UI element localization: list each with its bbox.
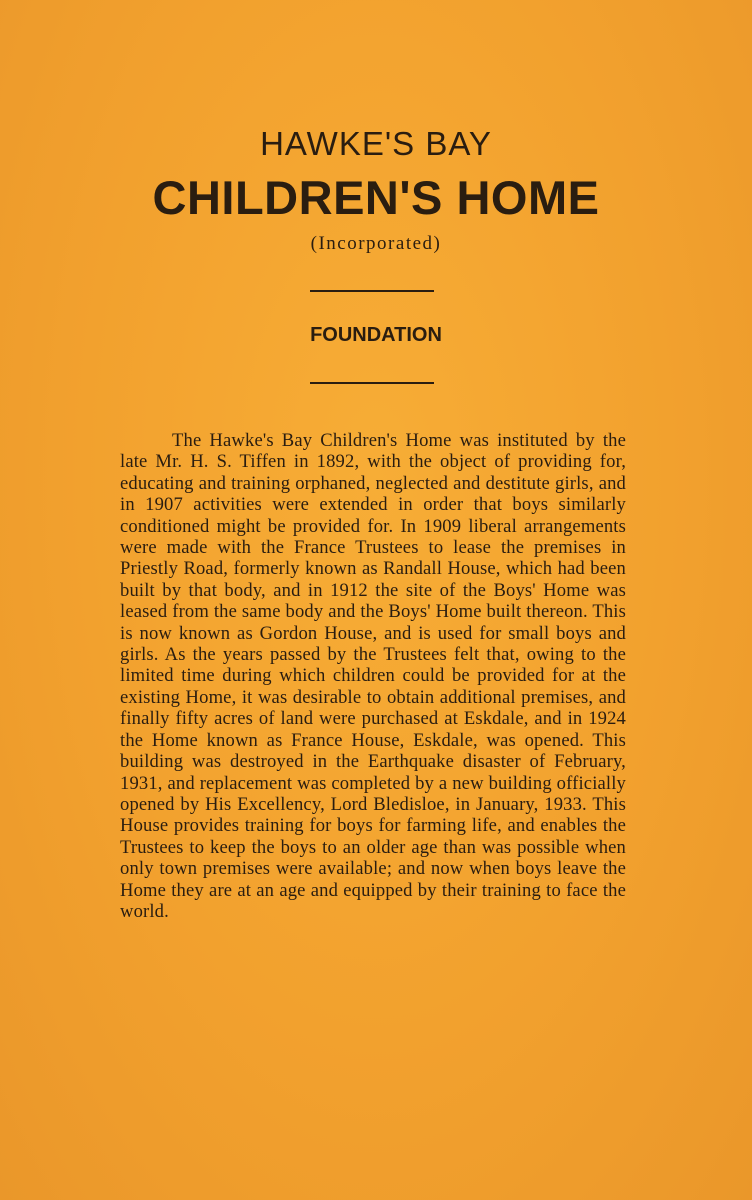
body-paragraph: The Hawke's Bay Children's Home was instituted by the late Mr. H. S. Tiffen in 1892, with the object of providing for, educating and training orphaned, neglected and destitute girls, and in 1907 activities were extended in order that boys similarly conditioned might be provided for. In 1909 liberal arrangements were made with the France Trustees to lease the premises in Priestly Road, formerly known as Randall House, which had been built by that body, and in 1912 the site of the Boys' Home was leased from the same body and the Boys' Home built thereon. This is now known as Gordon House, and is used for small boys and girls. As the years passed by the Trustees felt that, owing to the limited time during which children could be provided for at the existing Home, it was desirable to obtain additional premises, and finally fifty acres of land were purchased at Eskdale, and in 1924 the Home known as France House, Eskdale, was opened. This building was destroyed in the Earthquake disaster of February, 1931, and replacement was completed by a new building officially opened by His Excellency, Lord Bledisloe, in January, 1933. This House provides training for boys for farming life, and enables the Trustees to keep the boys to an older age than was possible when only town premises were available; and now when boys leave the Home they are at an age and equipped by their training to face the world. bbox=[120, 430, 626, 922]
title-line-2: CHILDREN'S HOME bbox=[152, 171, 600, 224]
section-heading: FOUNDATION bbox=[310, 324, 442, 346]
divider-bottom bbox=[310, 382, 434, 384]
title-line-1: HAWKE'S BAY bbox=[260, 125, 492, 162]
divider-top bbox=[310, 290, 434, 292]
subtitle: (Incorporated) bbox=[310, 233, 442, 254]
